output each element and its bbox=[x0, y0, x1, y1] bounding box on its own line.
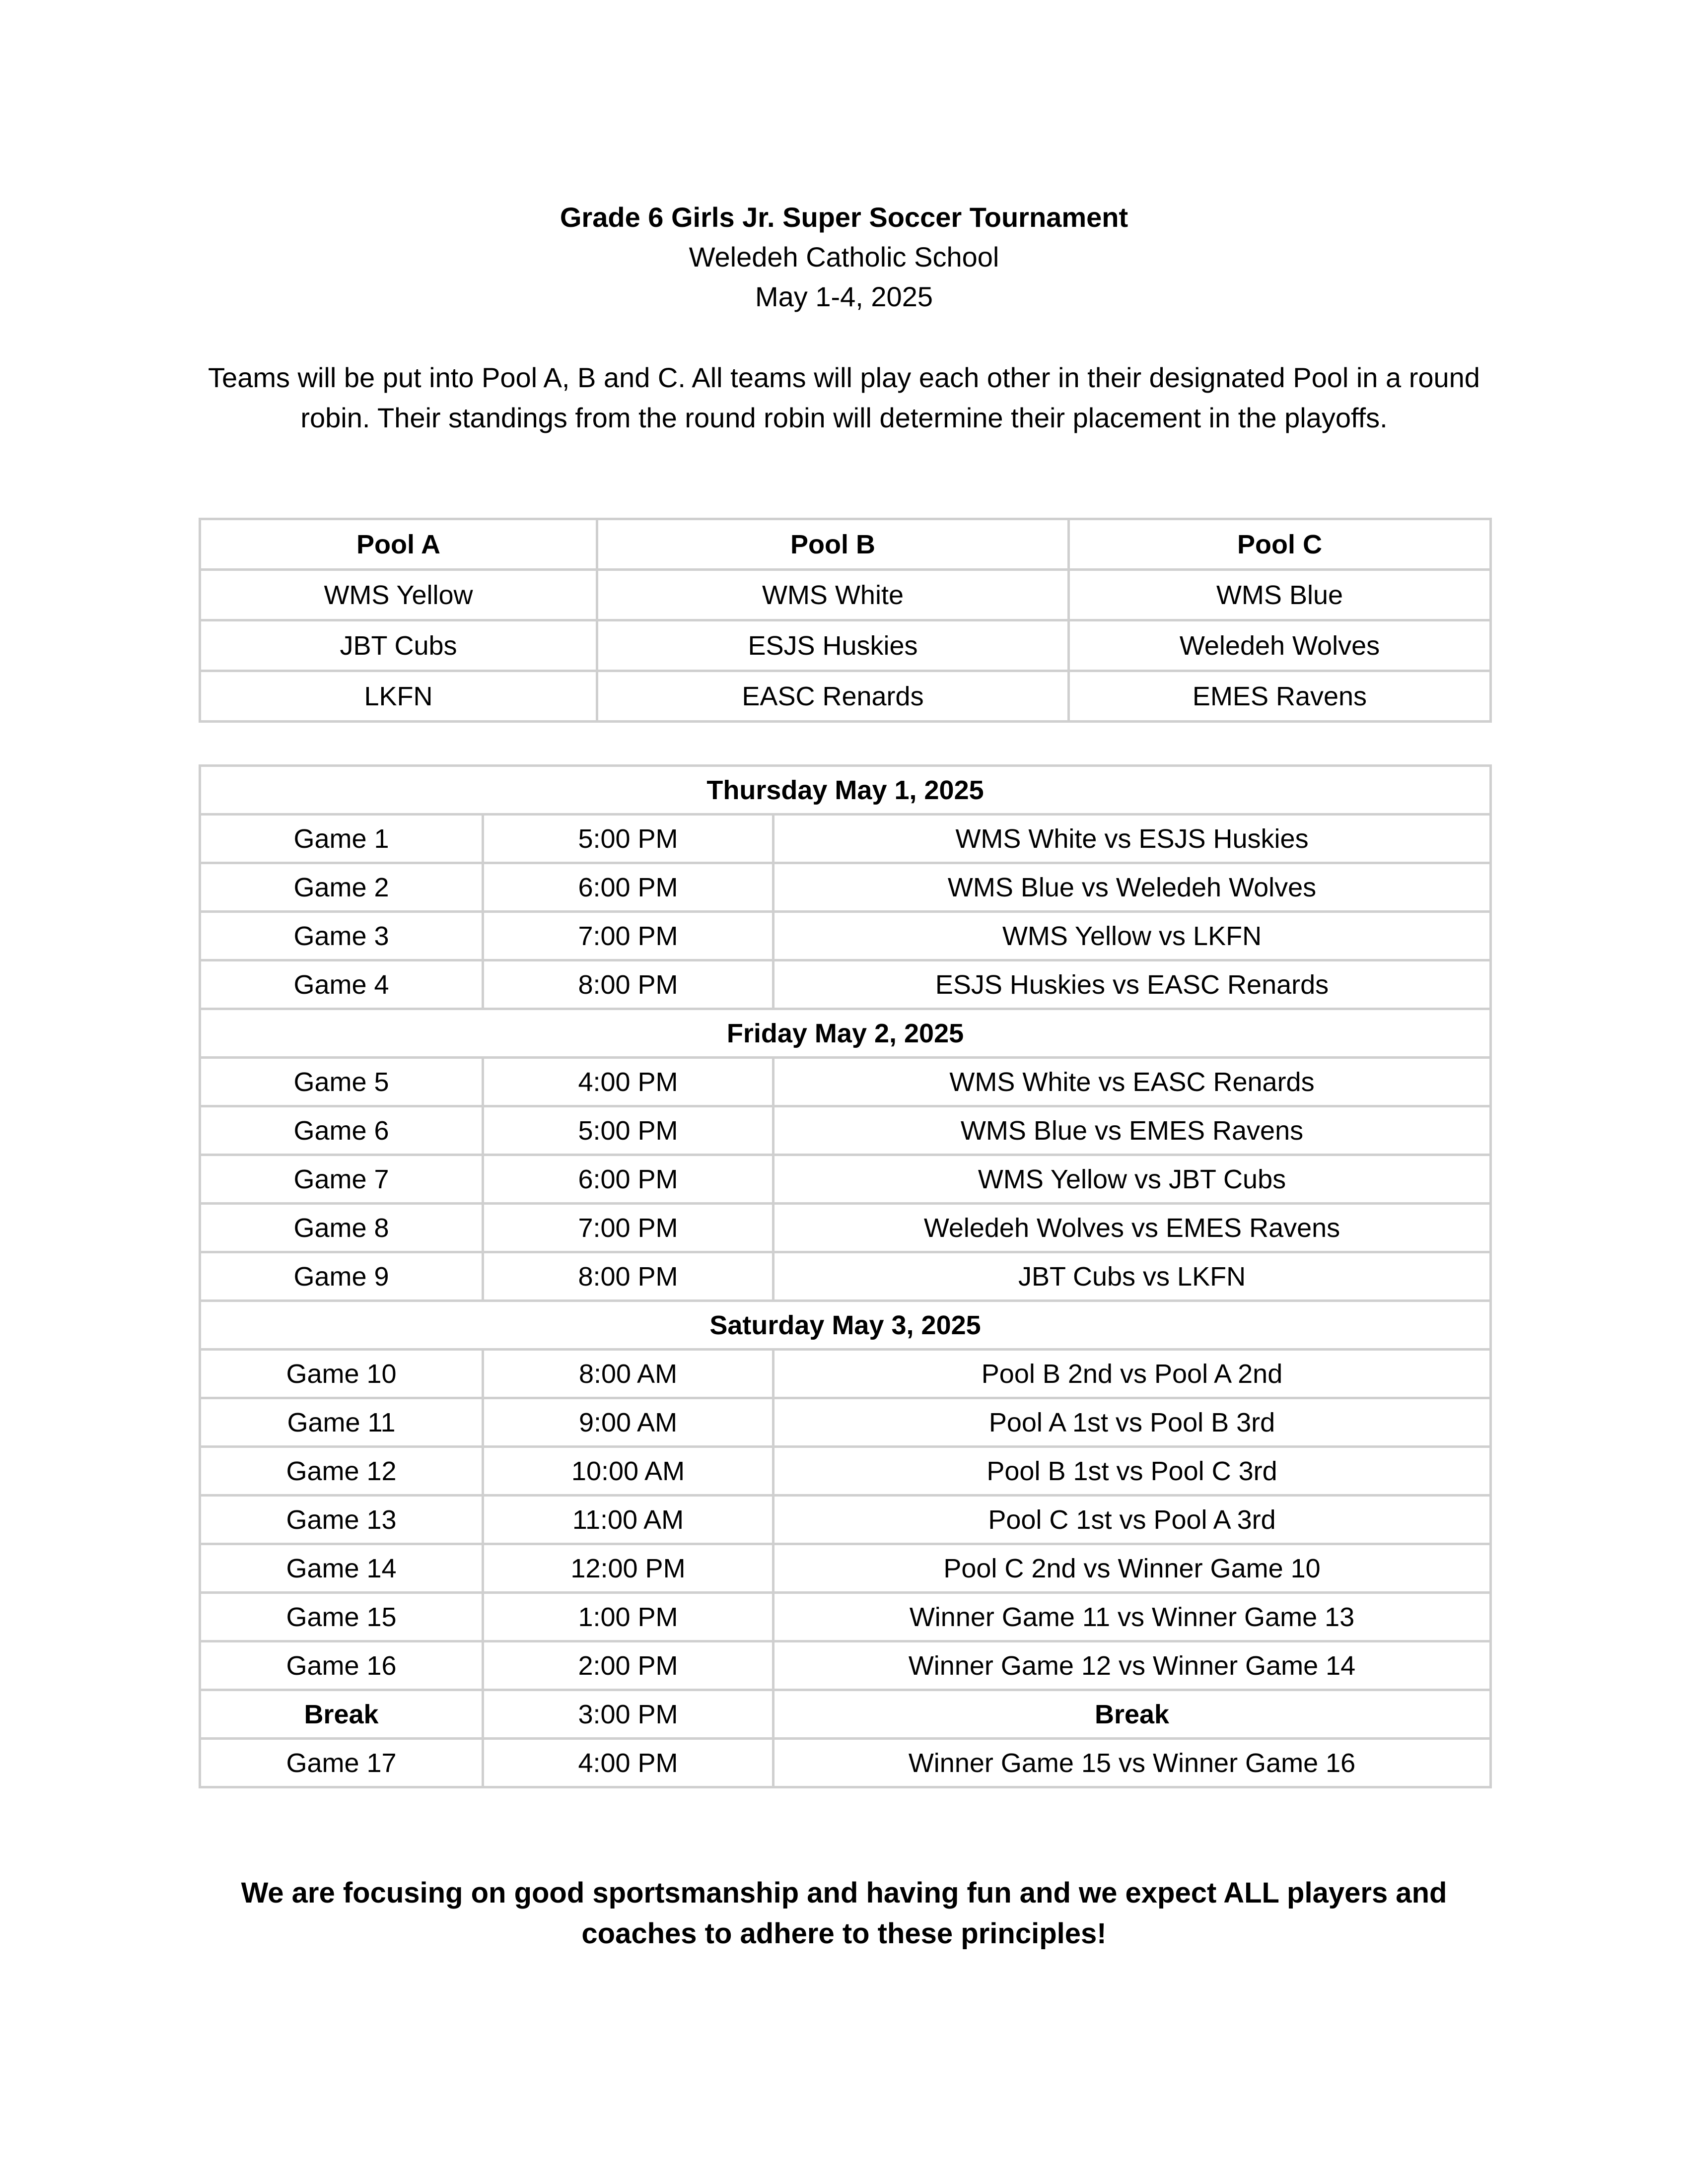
game-number: Game 1 bbox=[200, 815, 483, 863]
game-matchup: WMS Blue vs EMES Ravens bbox=[774, 1106, 1491, 1155]
pools-row bbox=[200, 671, 1491, 722]
document-header bbox=[199, 198, 1489, 317]
pool-team: EASC Renards bbox=[597, 671, 1069, 722]
game-row bbox=[200, 863, 1491, 912]
game-row bbox=[200, 1496, 1491, 1544]
day-header: Friday May 2, 2025 bbox=[200, 1009, 1491, 1058]
game-matchup: WMS Yellow vs JBT Cubs bbox=[774, 1155, 1491, 1204]
pool-team: WMS Blue bbox=[1069, 570, 1491, 620]
game-time: 7:00 PM bbox=[483, 1204, 774, 1252]
game-matchup: ESJS Huskies vs EASC Renards bbox=[774, 960, 1491, 1009]
intro-paragraph: Teams will be put into Pool A, B and C. All teams will play each other in their designated Pool in a round robin. Their standings from the round robin will determine their placement in the playoffs. bbox=[208, 362, 1480, 433]
game-time: 9:00 AM bbox=[483, 1398, 774, 1447]
pools-header-row bbox=[200, 519, 1491, 570]
game-number: Game 14 bbox=[200, 1544, 483, 1593]
game-row bbox=[200, 1641, 1491, 1690]
schedule-table bbox=[199, 764, 1492, 1788]
game-row bbox=[200, 1106, 1491, 1155]
game-matchup: Pool A 1st vs Pool B 3rd bbox=[774, 1398, 1491, 1447]
game-matchup: Pool C 1st vs Pool A 3rd bbox=[774, 1496, 1491, 1544]
game-number: Game 6 bbox=[200, 1106, 483, 1155]
tournament-dates: May 1-4, 2025 bbox=[755, 281, 933, 312]
game-number: Game 9 bbox=[200, 1252, 483, 1301]
game-number: Game 17 bbox=[200, 1739, 483, 1787]
game-time: 8:00 AM bbox=[483, 1350, 774, 1398]
game-row bbox=[200, 1350, 1491, 1398]
game-time: 4:00 PM bbox=[483, 1058, 774, 1106]
pool-team: ESJS Huskies bbox=[597, 620, 1069, 671]
game-matchup: Winner Game 12 vs Winner Game 14 bbox=[774, 1641, 1491, 1690]
game-time: 10:00 AM bbox=[483, 1447, 774, 1496]
pool-team: LKFN bbox=[200, 671, 597, 722]
game-matchup: WMS White vs EASC Renards bbox=[774, 1058, 1491, 1106]
game-matchup: WMS White vs ESJS Huskies bbox=[774, 815, 1491, 863]
game-matchup: Winner Game 11 vs Winner Game 13 bbox=[774, 1593, 1491, 1641]
game-number: Game 16 bbox=[200, 1641, 483, 1690]
game-number: Game 3 bbox=[200, 912, 483, 960]
game-number: Game 7 bbox=[200, 1155, 483, 1204]
game-matchup: Break bbox=[774, 1690, 1491, 1739]
game-time: 6:00 PM bbox=[483, 1155, 774, 1204]
game-number: Game 4 bbox=[200, 960, 483, 1009]
pool-team: WMS White bbox=[597, 570, 1069, 620]
pool-header: Pool B bbox=[597, 519, 1069, 570]
tournament-title: Grade 6 Girls Jr. Super Soccer Tournament bbox=[560, 202, 1128, 233]
pool-team: Weledeh Wolves bbox=[1069, 620, 1491, 671]
game-time: 8:00 PM bbox=[483, 960, 774, 1009]
pools-row bbox=[200, 620, 1491, 671]
game-number: Game 13 bbox=[200, 1496, 483, 1544]
game-matchup: WMS Yellow vs LKFN bbox=[774, 912, 1491, 960]
day-header-row bbox=[200, 1301, 1491, 1350]
game-time: 3:00 PM bbox=[483, 1690, 774, 1739]
game-row bbox=[200, 1593, 1491, 1641]
game-time: 7:00 PM bbox=[483, 912, 774, 960]
game-row bbox=[200, 1447, 1491, 1496]
game-number: Game 12 bbox=[200, 1447, 483, 1496]
game-matchup: Pool B 2nd vs Pool A 2nd bbox=[774, 1350, 1491, 1398]
game-matchup: Winner Game 15 vs Winner Game 16 bbox=[774, 1739, 1491, 1787]
game-row bbox=[200, 1739, 1491, 1787]
game-matchup: Pool C 2nd vs Winner Game 10 bbox=[774, 1544, 1491, 1593]
game-time: 1:00 PM bbox=[483, 1593, 774, 1641]
game-row bbox=[200, 1398, 1491, 1447]
game-time: 11:00 AM bbox=[483, 1496, 774, 1544]
game-row bbox=[200, 1252, 1491, 1301]
game-number: Game 2 bbox=[200, 863, 483, 912]
game-time: 5:00 PM bbox=[483, 815, 774, 863]
game-time: 4:00 PM bbox=[483, 1739, 774, 1787]
game-time: 6:00 PM bbox=[483, 863, 774, 912]
pool-team: JBT Cubs bbox=[200, 620, 597, 671]
day-header: Thursday May 1, 2025 bbox=[200, 766, 1491, 815]
game-time: 8:00 PM bbox=[483, 1252, 774, 1301]
game-number: Game 8 bbox=[200, 1204, 483, 1252]
game-matchup: Pool B 1st vs Pool C 3rd bbox=[774, 1447, 1491, 1496]
pool-team: EMES Ravens bbox=[1069, 671, 1491, 722]
game-number: Game 15 bbox=[200, 1593, 483, 1641]
game-row bbox=[200, 815, 1491, 863]
game-matchup: WMS Blue vs Weledeh Wolves bbox=[774, 863, 1491, 912]
game-number: Game 10 bbox=[200, 1350, 483, 1398]
pools-row bbox=[200, 570, 1491, 620]
game-row bbox=[200, 1544, 1491, 1593]
game-row bbox=[200, 1058, 1491, 1106]
pool-header: Pool C bbox=[1069, 519, 1491, 570]
game-matchup: Weledeh Wolves vs EMES Ravens bbox=[774, 1204, 1491, 1252]
day-header: Saturday May 3, 2025 bbox=[200, 1301, 1491, 1350]
game-matchup: JBT Cubs vs LKFN bbox=[774, 1252, 1491, 1301]
game-number: Game 5 bbox=[200, 1058, 483, 1106]
game-row bbox=[200, 960, 1491, 1009]
game-row bbox=[200, 1204, 1491, 1252]
pool-header: Pool A bbox=[200, 519, 597, 570]
day-header-row bbox=[200, 766, 1491, 815]
pool-team: WMS Yellow bbox=[200, 570, 597, 620]
game-number: Break bbox=[200, 1690, 483, 1739]
game-row bbox=[200, 1690, 1491, 1739]
game-row bbox=[200, 1155, 1491, 1204]
game-time: 12:00 PM bbox=[483, 1544, 774, 1593]
game-row bbox=[200, 912, 1491, 960]
school-name: Weledeh Catholic School bbox=[689, 241, 999, 273]
sportsmanship-note: We are focusing on good sportsmanship and having fun and we expect ALL players and coaches to adhere to these principles! bbox=[241, 1877, 1447, 1950]
pools-table bbox=[199, 518, 1492, 723]
game-number: Game 11 bbox=[200, 1398, 483, 1447]
day-header-row bbox=[200, 1009, 1491, 1058]
game-time: 5:00 PM bbox=[483, 1106, 774, 1155]
game-time: 2:00 PM bbox=[483, 1641, 774, 1690]
